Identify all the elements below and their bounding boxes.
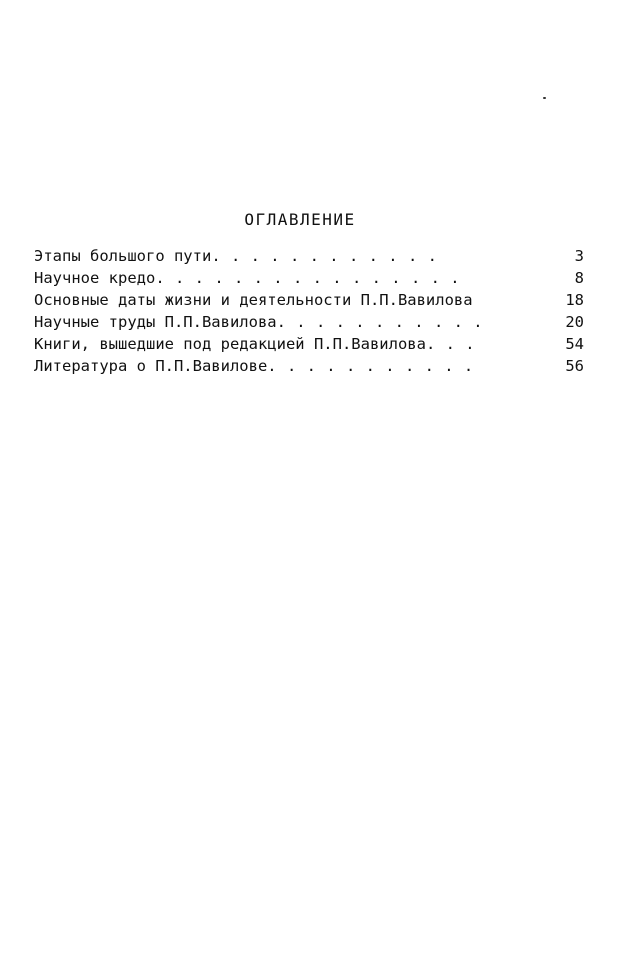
toc-list — [34, 245, 584, 377]
toc-entry-label: Научное кредо — [34, 269, 156, 287]
toc-entry — [34, 333, 584, 355]
toc-entry-page-number: 3 — [574, 247, 584, 265]
toc-entry-label: Научные труды П.П.Вавилова — [34, 313, 277, 331]
toc-entry — [34, 355, 584, 377]
toc-entry — [34, 289, 584, 311]
toc-entry — [34, 311, 584, 333]
toc-entry-page-number: 20 — [565, 313, 584, 331]
toc-entry-page-number: 54 — [565, 335, 584, 353]
toc-entry-page-number: 18 — [565, 291, 584, 309]
toc-entry — [34, 245, 584, 267]
toc-entry — [34, 267, 584, 289]
toc-entry-label: Этапы большого пути — [34, 247, 212, 265]
toc-entry-label: Основные даты жизни и деятельности П.П.Вавилова — [34, 291, 473, 309]
toc-entry-page-number: 56 — [565, 357, 584, 375]
toc-entry-leader: . . . . . . . . . . . — [276, 313, 484, 331]
toc-title: ОГЛАВЛЕНИЕ — [244, 210, 356, 229]
toc-entry-label: Книги, вышедшие под редакцией П.П.Вавилова — [34, 335, 426, 353]
toc-entry-leader: . . . — [425, 335, 476, 353]
toc-entry-leader: . . . . . . . . . . . . — [211, 247, 438, 265]
toc-entry-leader: . . . . . . . . . . . — [267, 357, 474, 375]
toc-entry-label: Литература о П.П.Вавилове — [34, 357, 268, 375]
toc-entry-leader: . . . . . . . . . . . . . . . . — [155, 269, 461, 287]
ink-speck — [543, 97, 546, 99]
toc-entry-page-number: 8 — [574, 269, 584, 287]
